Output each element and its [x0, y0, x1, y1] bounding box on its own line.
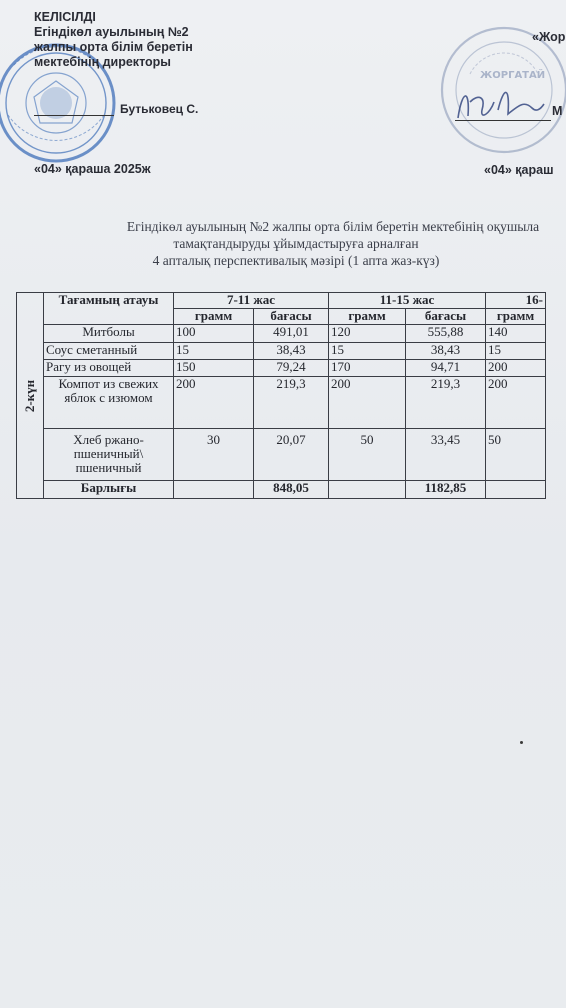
dish-name: Митболы: [44, 325, 174, 343]
grams-cell: 200: [174, 377, 254, 429]
director-name: Бутьковец С.: [120, 102, 199, 116]
grams-cell: 50: [486, 429, 546, 481]
column-header: бағасы: [254, 309, 329, 325]
price-cell: 219,3: [406, 377, 486, 429]
approval-date-left: «04» қараша 2025ж: [34, 162, 151, 176]
approval-line-3: мектебінің директоры: [34, 55, 171, 69]
grams-cell: 100: [174, 325, 254, 343]
dish-name: Рагу из овощей: [44, 360, 174, 377]
seal-right-text: ЖОРГАТАЙ: [480, 70, 546, 81]
grams-cell: 15: [329, 343, 406, 360]
document-title: [66, 218, 566, 269]
column-header: грамм: [486, 309, 546, 325]
dish-name-header: Тағамның атауы: [44, 293, 174, 325]
approval-line-2: жалпы орта білім беретін: [34, 40, 193, 54]
approval-mark-right: М: [552, 104, 563, 118]
column-header: грамм: [329, 309, 406, 325]
price-cell: 33,45: [406, 429, 486, 481]
total-price-7-11: 848,05: [254, 481, 329, 499]
menu-table: [16, 292, 546, 499]
approval-date-right: «04» қараш: [484, 163, 554, 177]
table-row: [17, 325, 546, 343]
grams-cell: 50: [329, 429, 406, 481]
price-cell: 79,24: [254, 360, 329, 377]
grams-cell: 170: [329, 360, 406, 377]
grams-cell: 200: [329, 377, 406, 429]
age-group-header: 11-15 жас: [329, 293, 486, 309]
price-cell: 20,07: [254, 429, 329, 481]
director-signature-row: [34, 102, 198, 116]
day-label-cell: [17, 293, 44, 499]
approval-block-left: [34, 10, 234, 70]
total-empty-cell: [329, 481, 406, 499]
age-group-header: 16-: [486, 293, 546, 309]
column-header: грамм: [174, 309, 254, 325]
dish-name: Соус сметанный: [44, 343, 174, 360]
approval-line-1: Егіндікөл ауылының №2: [34, 25, 189, 39]
table-row: [17, 343, 546, 360]
grams-cell: 15: [486, 343, 546, 360]
signature-line: [34, 115, 114, 116]
approval-heading-right: «Жор: [532, 30, 566, 44]
table-row: [17, 429, 546, 481]
column-header: бағасы: [406, 309, 486, 325]
price-cell: 219,3: [254, 377, 329, 429]
speck: [520, 741, 523, 744]
dish-name: Хлеб ржано-пшеничный\ пшеничный: [44, 429, 174, 481]
title-line-2: тамақтандыруды ұйымдастыруға арналған: [173, 236, 419, 251]
total-label: Барлығы: [44, 481, 174, 499]
price-cell: 555,88: [406, 325, 486, 343]
total-row: [17, 481, 546, 499]
day-label: 2-күн: [22, 379, 37, 412]
title-line-3: 4 апталық перспективалық мәзірі (1 апта жаз-күз): [152, 253, 440, 268]
grams-cell: 30: [174, 429, 254, 481]
age-group-header: 7-11 жас: [174, 293, 329, 309]
price-cell: 491,01: [254, 325, 329, 343]
table-row: [17, 377, 546, 429]
grams-cell: 140: [486, 325, 546, 343]
signature-line-right: [455, 120, 551, 121]
table-row: [17, 360, 546, 377]
signature-right: [448, 80, 548, 130]
grams-cell: 120: [329, 325, 406, 343]
grams-cell: 15: [174, 343, 254, 360]
total-price-11-15: 1182,85: [406, 481, 486, 499]
price-cell: 38,43: [254, 343, 329, 360]
total-empty-cell: [174, 481, 254, 499]
dish-name: Компот из свежих яблок с изюмом: [44, 377, 174, 429]
title-line-1: Егіндікөл ауылының №2 жалпы орта білім беретін мектебінің оқушыла: [126, 219, 540, 234]
price-cell: 38,43: [406, 343, 486, 360]
price-cell: 94,71: [406, 360, 486, 377]
approval-heading: КЕЛІСІЛДІ: [34, 10, 96, 24]
grams-cell: 150: [174, 360, 254, 377]
grams-cell: 200: [486, 360, 546, 377]
grams-cell: 200: [486, 377, 546, 429]
total-empty-cell: [486, 481, 546, 499]
